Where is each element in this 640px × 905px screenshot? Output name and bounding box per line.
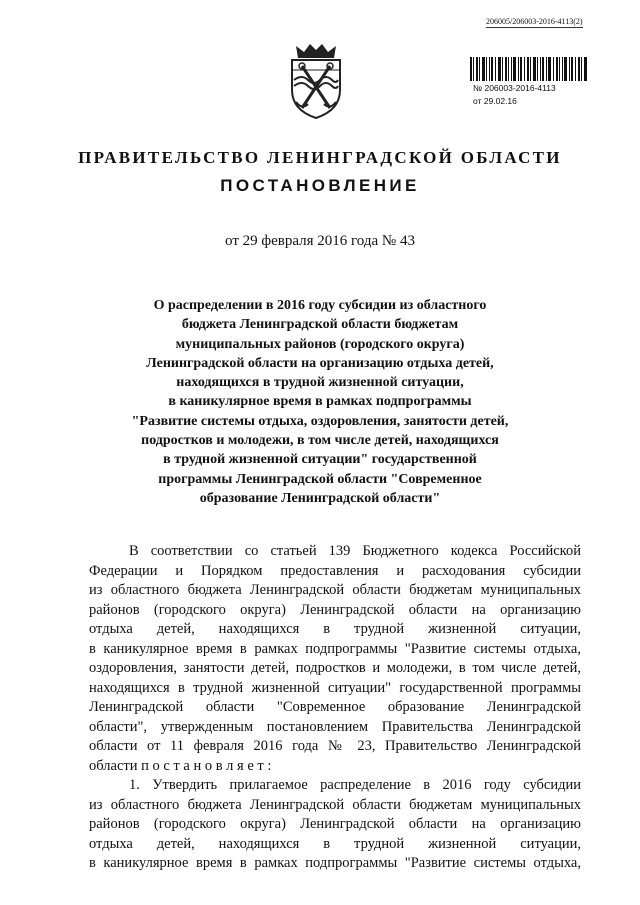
government-title: ПРАВИТЕЛЬСТВО ЛЕНИНГРАДСКОЙ ОБЛАСТИ (78, 148, 562, 167)
subject-line: находящихся в трудной жизненной ситуации, (176, 375, 464, 391)
document-date-number: от 29 февраля 2016 года № 43 (225, 233, 415, 249)
coat-of-arms-icon (288, 40, 344, 120)
body-line: В соответствии со статьей 139 Бюджетного кодекса Российской (129, 543, 581, 559)
body-line: отдыха детей, находящихся в трудной жизненной ситуации, (89, 621, 581, 637)
subject-line: в каникулярное время в рамках подпрограммы (168, 394, 472, 410)
subject-line: "Развитие системы отдыха, оздоровления, занятости детей, (131, 413, 509, 429)
body-line: из областного бюджета Ленинградской области бюджетам муниципальных (89, 796, 581, 813)
document-id-stamp: 206005/206003-2016-4113(2) (486, 17, 583, 26)
body-line: области", утвержденным постановлением Правительства Ленинградской (89, 718, 581, 735)
body-line: в каникулярное время в рамках подпрограммы "Развитие системы отдыха, (89, 855, 581, 871)
subject-line: в трудной жизненной ситуации" государственной (163, 452, 477, 468)
subject-line: образование Ленинградской области" (199, 490, 441, 506)
registration-date: от 29.02.16 (473, 96, 517, 106)
body-line: из областного бюджета Ленинградской области бюджетам муниципальных (89, 582, 581, 598)
body-line: отдыха детей, находящихся в трудной жизненной ситуации, (89, 835, 581, 852)
body-line: находящихся в трудной жизненной ситуации" государственной программы (89, 679, 581, 696)
subject-line: О распределении в 2016 году субсидии из областного (153, 298, 487, 313)
document-type: ПОСТАНОВЛЕНИЕ (220, 176, 420, 195)
body-line: Ленинградской области "Современное образование Ленинградской (89, 699, 581, 715)
body-line: в каникулярное время в рамках подпрограммы "Развитие системы отдыха, (89, 640, 581, 657)
body-line: районов (городского округа) Ленинградской области на организацию (89, 816, 581, 832)
subject-line: Ленинградской области на организацию отдыха детей, (146, 355, 494, 371)
body-line: оздоровления, занятости детей, подростков и молодежи, в том числе детей, (89, 660, 581, 676)
subject-line: муниципальных районов (городского округа) (175, 336, 465, 352)
barcode-icon (470, 57, 588, 81)
body-line: области от 11 февраля 2016 года № 23, Правительство Ленинградской (89, 738, 581, 754)
document-subject (110, 296, 530, 508)
subject-line: бюджета Ленинградской области бюджетам (181, 317, 459, 333)
subject-line: подростков и молодежи, в том числе детей, находящихся (141, 433, 499, 449)
body-line: Федерации и Порядком предоставления и расходования субсидии (89, 562, 581, 579)
body-line: районов (городского округа) Ленинградской области на организацию (89, 601, 581, 618)
document-body (89, 542, 581, 874)
body-line: области п о с т а н о в л я е т : (89, 757, 272, 774)
registration-number: № 206003-2016-4113 (473, 83, 556, 93)
subject-line: программы Ленинградской области "Современное (158, 471, 482, 487)
resolution-item-1: 1. Утвердить прилагаемое распределение в 2016 году субсидии (129, 777, 581, 793)
